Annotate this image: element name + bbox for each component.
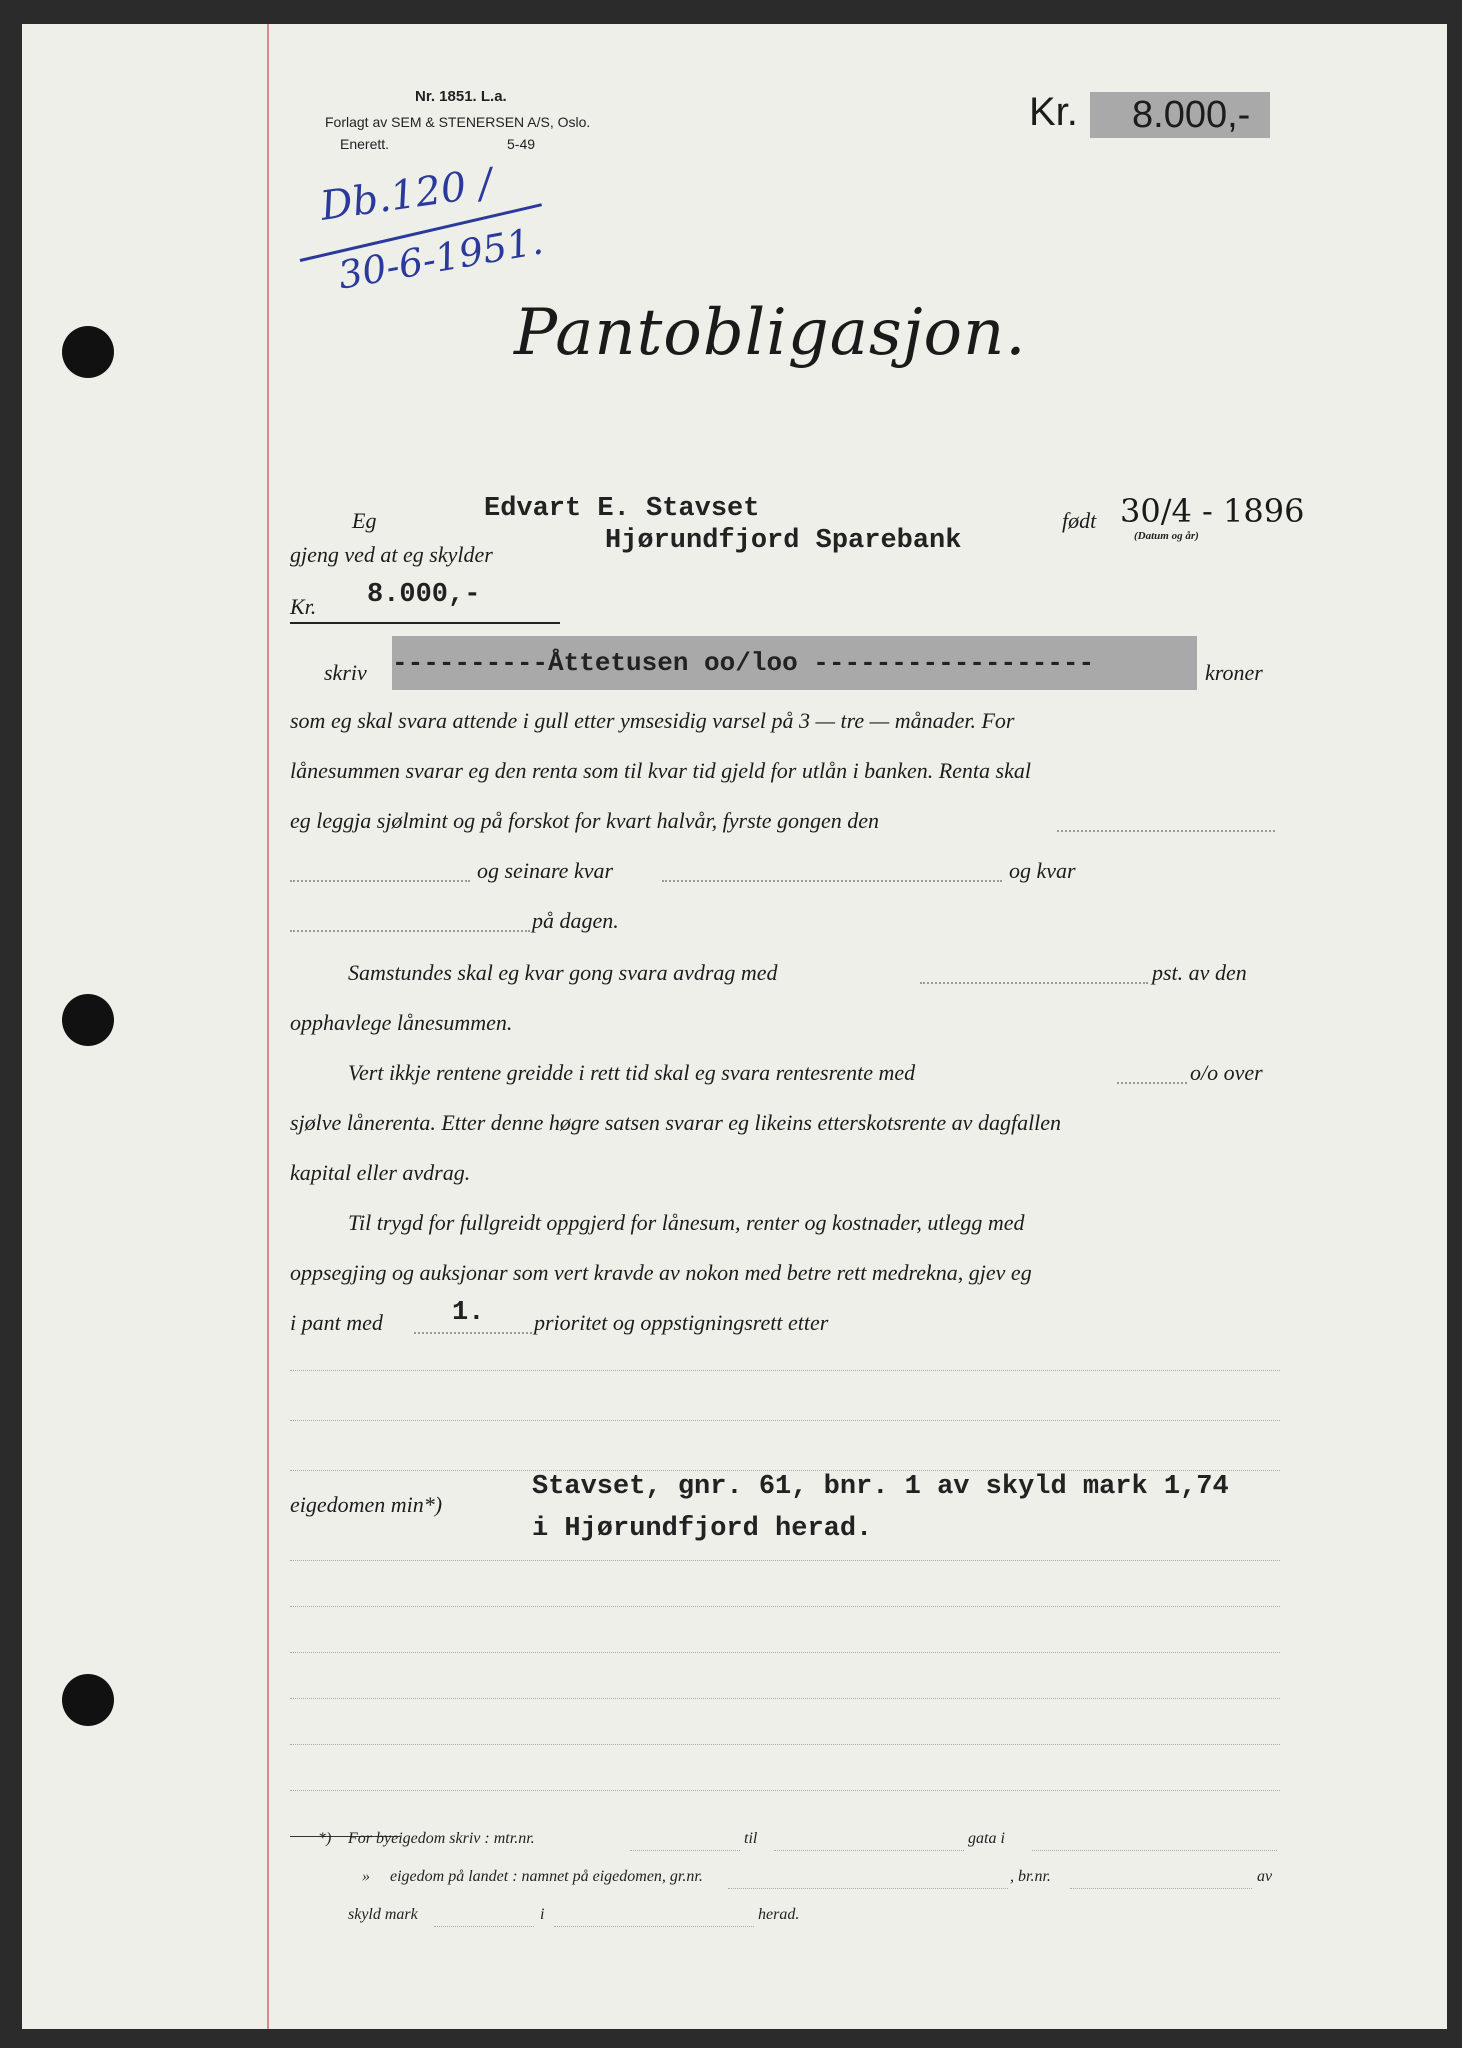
body-line: pst. av den (1152, 960, 1247, 985)
property-line-1: Stavset, gnr. 61, bnr. 1 av skyld mark 1,74 (532, 1472, 1229, 1502)
rights-label: Enerett. (340, 136, 390, 152)
registration-date: 30-6-1951. (334, 218, 547, 298)
blank-field (774, 1850, 964, 1851)
body-line: på dagen. (532, 908, 619, 933)
footnote-mark: *) (318, 1830, 332, 1847)
blank-field (290, 880, 470, 882)
blank-field (728, 1888, 1008, 1889)
body-line: o/o over (1190, 1060, 1263, 1085)
blank-field (554, 1926, 754, 1927)
eg-label: Eg (352, 508, 377, 533)
kr-value: 8.000,- (367, 580, 481, 610)
owes-label: gjeng ved at eg skylder (290, 542, 493, 567)
blank-field (1057, 830, 1275, 832)
margin-line (267, 24, 269, 2029)
registration-number: Db.120 / (317, 160, 496, 230)
body-line: som eg skal svara attende i gull etter ymsesidig varsel på 3 — tre — månader. For (290, 708, 1015, 733)
kr-label: Kr. (290, 594, 317, 619)
blank-field (1070, 1888, 1252, 1889)
amount-label: Kr. (1029, 90, 1078, 134)
birth-date-note: (Datum og år) (1134, 530, 1199, 542)
body-line: lånesummen svarar eg den renta som til kvar tid gjeld for utlån i banken. Renta skal (290, 758, 1031, 783)
body-line: Samstundes skal eg kvar gong svara avdrag med (348, 960, 778, 985)
blank-line (290, 1420, 1280, 1421)
blank-line (290, 1790, 1280, 1791)
blank-field (920, 982, 1148, 984)
blank-field (662, 880, 1002, 882)
body-line: eg leggja sjølmint og på forskot for kvart halvår, fyrste gongen den (290, 808, 880, 833)
publisher-line: Forlagt av SEM & STENERSEN A/S, Oslo. (325, 114, 591, 130)
born-label: født (1062, 508, 1097, 533)
punch-hole (62, 994, 114, 1046)
footnote-text: skyld mark (348, 1906, 418, 1923)
debtor-name: Edvart E. Stavset (484, 494, 760, 524)
body-line: Vert ikkje rentene greidde i rett tid skal eg svara rentesrente med (348, 1060, 916, 1085)
kr-underline (290, 622, 560, 624)
blank-line (290, 1370, 1280, 1371)
edition-label: 5-49 (507, 136, 536, 152)
punch-hole (62, 1674, 114, 1726)
blank-line (290, 1606, 1280, 1607)
blank-field (1117, 1082, 1187, 1084)
property-line-2: i Hjørundfjord herad. (532, 1514, 873, 1544)
form-number: Nr. 1851. L.a. (415, 88, 507, 105)
footnote-text: i (540, 1906, 545, 1923)
blank-line (290, 1652, 1280, 1653)
footnote-text: gata i (968, 1830, 1005, 1847)
blank-line (290, 1560, 1280, 1561)
amount-in-words: ----------Åttetusen oo/loo ------------------ (392, 648, 1095, 678)
body-line: Til trygd for fullgreidt oppgjerd for lånesum, renter og kostnader, utlegg med (348, 1210, 1025, 1235)
blank-line (290, 1470, 1280, 1471)
blank-line (290, 1698, 1280, 1699)
property-label: eigedomen min*) (290, 1492, 443, 1517)
punch-hole (62, 326, 114, 378)
amount-value: 8.000,- (1132, 94, 1251, 136)
body-line: og seinare kvar (477, 858, 614, 883)
document-title: Pantobligasjon. (514, 296, 1027, 370)
body-line: opphavlege lånesummen. (290, 1010, 513, 1035)
footnote-text: For byeigedom skriv : mtr.nr. (348, 1830, 535, 1847)
body-line: kapital eller avdrag. (290, 1160, 471, 1185)
blank-field (434, 1926, 534, 1927)
footnote-text: av (1257, 1868, 1273, 1885)
footnote-mark: » (362, 1868, 370, 1885)
footnote-text: til (744, 1830, 758, 1847)
body-line: oppsegjing og auksjonar som vert kravde av nokon med betre rett medrekna, gjev eg (290, 1260, 1032, 1285)
footnote-text: herad. (758, 1906, 800, 1923)
footnote-text: eigedom på landet : namnet på eigedomen, gr.nr. (390, 1868, 703, 1885)
kroner-label: kroner (1205, 660, 1263, 685)
blank-field (1032, 1850, 1277, 1851)
body-line: og kvar (1009, 858, 1076, 883)
document-page (22, 24, 1447, 2029)
body-line: i pant med (290, 1310, 383, 1335)
skriv-label: skriv (324, 660, 367, 685)
blank-field (414, 1332, 532, 1334)
blank-field (290, 930, 530, 932)
birth-date: 30/4 - 1896 (1120, 492, 1305, 530)
footnote-text: , br.nr. (1010, 1868, 1051, 1885)
blank-field (630, 1850, 740, 1851)
body-line: prioritet og oppstigningsrett etter (534, 1310, 829, 1335)
blank-line (290, 1744, 1280, 1745)
creditor-name: Hjørundfjord Sparebank (605, 526, 962, 556)
priority-value: 1. (452, 1298, 485, 1328)
body-line: sjølve lånerenta. Etter denne høgre satsen svarar eg likeins etterskotsrente av dagfallen (290, 1110, 1062, 1135)
